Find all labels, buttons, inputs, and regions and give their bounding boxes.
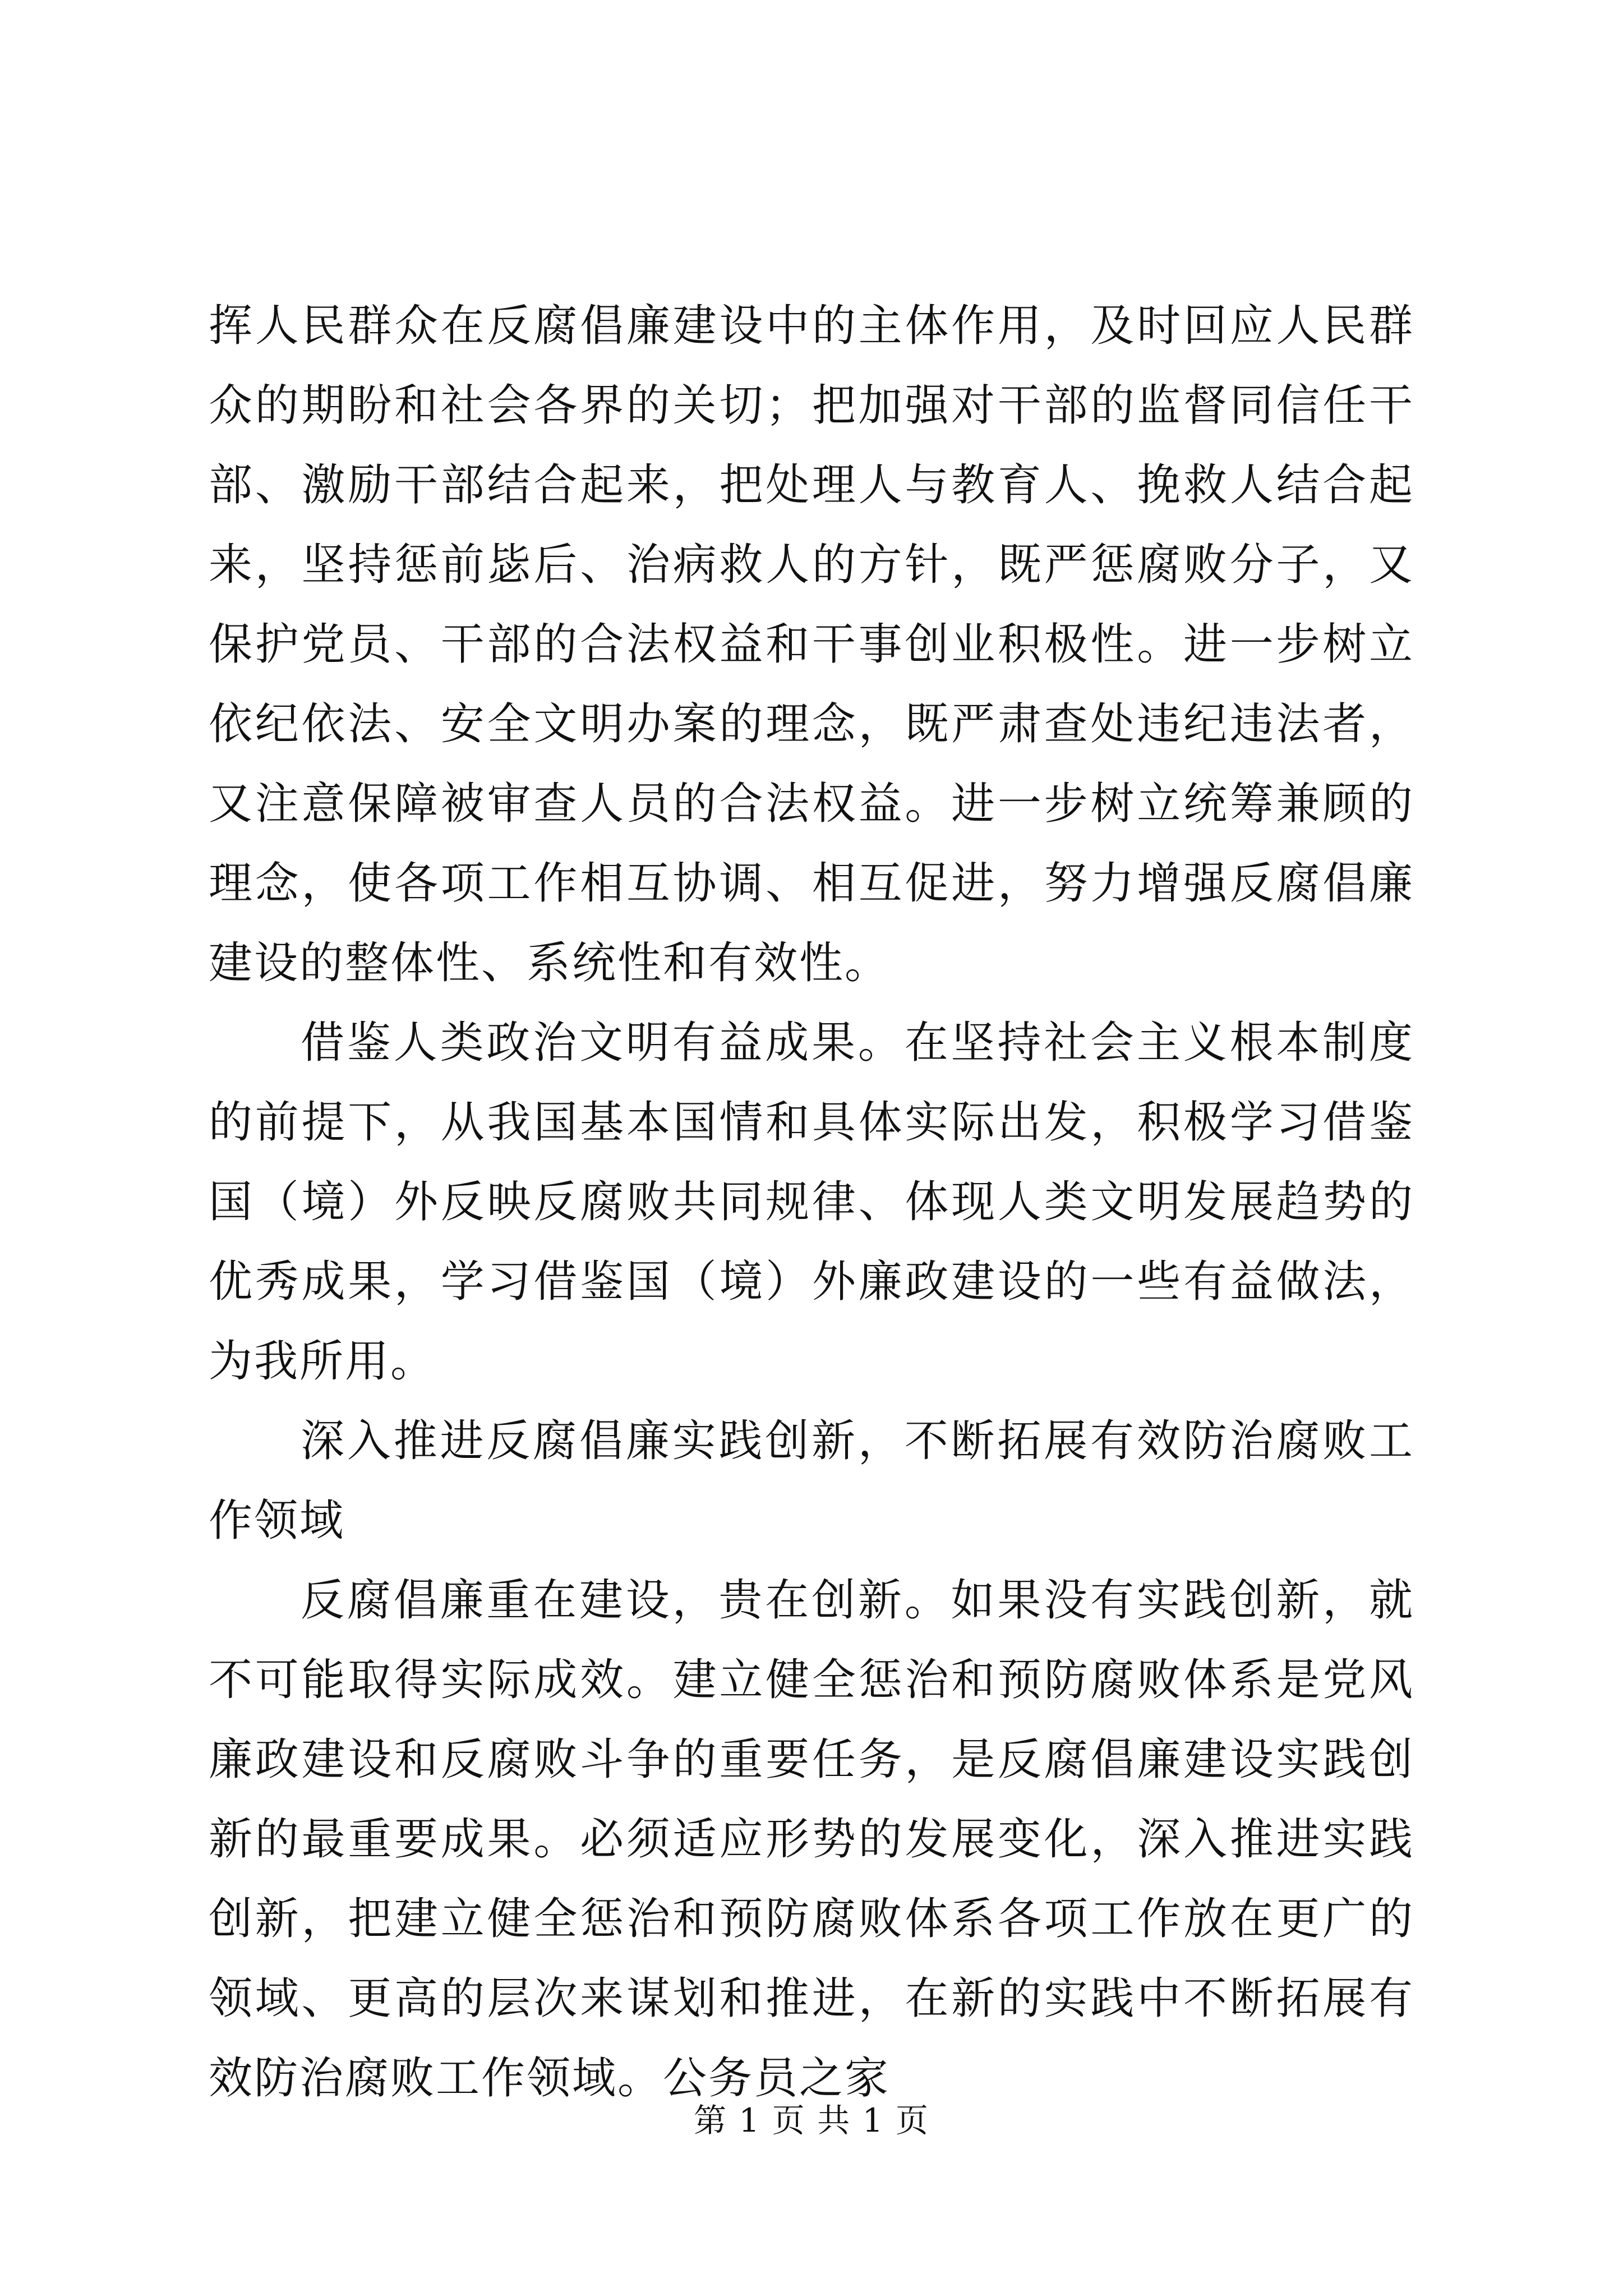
paragraph-3: 反腐倡廉重在建设，贵在创新。如果没有实践创新，就不可能取得实际成效。建立健全惩治和预防腐败体系是党风廉政建设和反腐败斗争的重要任务，是反腐倡廉建设实践创新的最重要成果。必须适应形势的发展变化，深入推进实践创新，把建立健全惩治和预防腐败体系各项工作放在更广的领域、更高的层次来谋划和推进，在新的实践中不断拓展有效防治腐败工作领域。公务员之家 [209, 1575, 1414, 2104]
paragraph-2: 借鉴人类政治文明有益成果。在坚持社会主义根本制度的前提下，从我国基本国情和具体实际出发，积极学习借鉴国（境）外反映反腐败共同规律、体现人类文明发展趋势的优秀成果，学习借鉴国（境）外廉政建设的一些有益做法，为我所用。 [209, 1018, 1414, 1387]
page-footer: 第 1 页 共 1 页 [694, 2101, 929, 2139]
section-heading: 深入推进反腐倡廉实践创新，不断拓展有效防治腐败工作领域 [209, 1416, 1414, 1546]
document-body [209, 286, 1414, 2118]
paragraph-1: 挥人民群众在反腐倡廉建设中的主体作用，及时回应人民群众的期盼和社会各界的关切；把加强对干部的监督同信任干部、激励干部结合起来，把处理人与教育人、挽救人结合起来，坚持惩前毖后、治病救人的方针，既严惩腐败分子，又保护党员、干部的合法权益和干事创业积极性。进一步树立依纪依法、安全文明办案的理念，既严肃查处违纪违法者，又注意保障被审查人员的合法权益。进一步树立统筹兼顾的理念，使各项工作相互协调、相互促进，努力增强反腐倡廉建设的整体性、系统性和有效性。 [209, 301, 1414, 988]
